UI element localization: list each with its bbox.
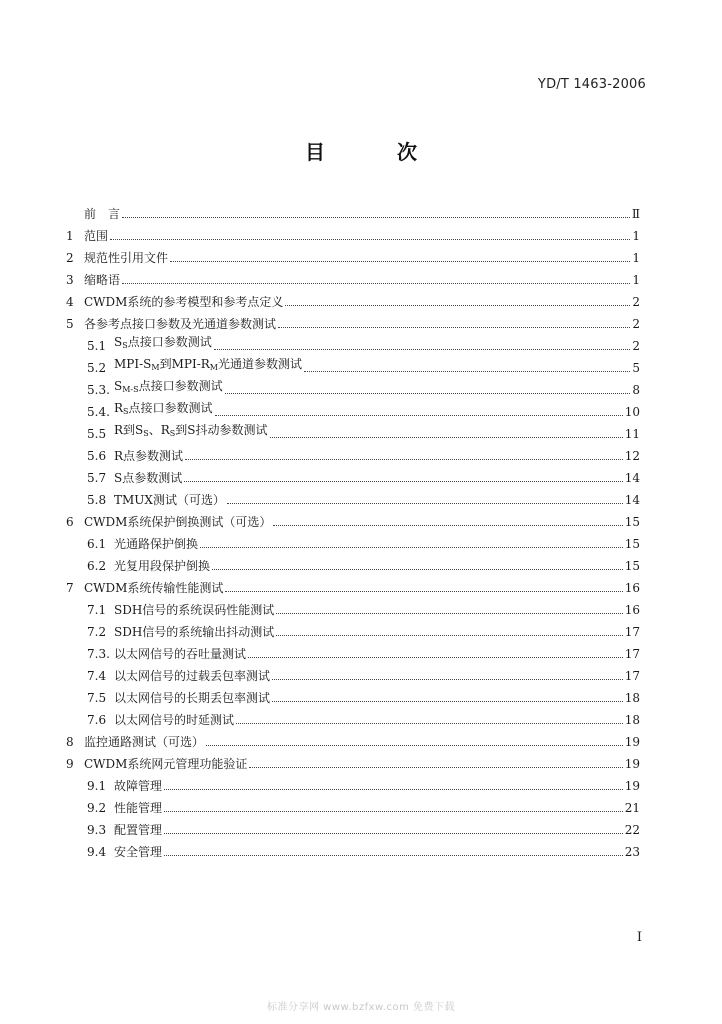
toc-entry-number: 6.2 — [87, 559, 107, 573]
toc-entry[interactable] — [66, 507, 640, 529]
toc-entry-title — [114, 713, 234, 727]
toc-entry-page: 16 — [624, 581, 640, 595]
toc-entry[interactable] — [66, 639, 640, 661]
toc-entry[interactable] — [66, 705, 640, 727]
toc-entry-number: 6.1 — [87, 537, 107, 551]
toc-entry-page: 21 — [624, 801, 640, 815]
toc-entry-number: 9.2 — [87, 801, 107, 815]
toc-entry-page: 14 — [624, 493, 640, 507]
toc-entry-title-text: 规范性引用文件 — [84, 251, 169, 265]
toc-entry-title — [114, 471, 182, 485]
toc-entry-title-text: 以太网信号的吞吐量测试 — [114, 647, 247, 661]
dot-leader — [122, 217, 630, 218]
page-number: I — [636, 930, 642, 945]
toc-entry-title-text: 安全管理 — [114, 845, 163, 859]
dot-leader — [170, 261, 630, 262]
toc-entry[interactable] — [66, 595, 640, 617]
dot-leader — [185, 459, 623, 460]
toc-entry[interactable] — [66, 199, 640, 221]
dot-leader — [249, 767, 622, 768]
table-of-contents — [66, 199, 640, 859]
toc-entry[interactable] — [66, 815, 640, 837]
toc-entry-title — [84, 515, 271, 529]
toc-entry-number: 5.2 — [87, 361, 107, 375]
toc-entry-page: 15 — [624, 515, 640, 529]
toc-entry-title — [114, 647, 246, 661]
toc-entry[interactable] — [66, 353, 640, 375]
toc-entry-page: 1 — [632, 251, 640, 265]
toc-entry-title-text: 范围 — [84, 229, 109, 243]
dot-leader — [215, 415, 623, 416]
dot-leader — [272, 679, 623, 680]
toc-entry-title-text: 点接口参数测试 — [127, 335, 212, 349]
toc-entry-title — [114, 845, 162, 859]
toc-entry-title — [114, 779, 162, 793]
toc-entry-number: 5.4. — [87, 405, 110, 419]
toc-entry-title — [114, 357, 302, 375]
toc-entry-number: 7.2 — [87, 625, 107, 639]
dot-leader — [278, 327, 630, 328]
dot-leader — [225, 393, 631, 394]
toc-entry-title-text: 配置管理 — [114, 823, 163, 837]
toc-entry-title-text: 光复用段保护倒换 — [114, 559, 211, 573]
toc-entry-title-text: 到S抖动参数测试 — [175, 423, 268, 437]
toc-entry-page: 11 — [624, 427, 640, 441]
toc-entry-title — [84, 273, 120, 287]
toc-entry[interactable] — [66, 551, 640, 573]
toc-entry-title — [114, 335, 212, 353]
toc-entry-subscript: M-S — [122, 385, 139, 394]
toc-entry-title-text: S — [114, 379, 123, 393]
toc-entry[interactable] — [66, 793, 640, 815]
toc-entry-number: 3 — [66, 273, 74, 287]
toc-entry-title-text: R — [114, 401, 124, 415]
dot-leader — [184, 481, 622, 482]
dot-leader — [227, 503, 623, 504]
toc-entry-number: 7.5 — [87, 691, 107, 705]
dot-leader — [270, 437, 623, 438]
toc-entry-title-text: 点接口参数测试 — [138, 379, 223, 393]
page-title: 目 次 — [305, 140, 443, 164]
toc-entry-title-text: 点接口参数测试 — [128, 401, 213, 415]
toc-entry-subscript: S — [122, 341, 128, 350]
toc-entry-page: 2 — [632, 295, 640, 309]
toc-entry-number: 9.4 — [87, 845, 107, 859]
toc-entry-title-text: SDH信号的系统误码性能测试 — [114, 603, 275, 617]
toc-entry[interactable] — [66, 309, 640, 331]
toc-entry-title-text: 前 言 — [84, 207, 121, 221]
toc-entry[interactable] — [66, 265, 640, 287]
toc-entry-number: 5 — [66, 317, 74, 331]
toc-entry-page: 17 — [624, 625, 640, 639]
toc-entry-subscript: S — [143, 429, 149, 438]
toc-entry[interactable] — [66, 771, 640, 793]
toc-entry-subscript: M — [209, 363, 218, 372]
toc-entry-page: 23 — [624, 845, 640, 859]
toc-entry-number: 1 — [66, 229, 74, 243]
toc-entry-title-text: 以太网信号的过载丢包率测试 — [114, 669, 271, 683]
toc-entry-page: 16 — [624, 603, 640, 617]
toc-entry-title-text: S点参数测试 — [114, 471, 183, 485]
dot-leader — [110, 239, 630, 240]
dot-leader — [276, 635, 622, 636]
toc-entry-title — [84, 581, 223, 595]
toc-entry-number: 5.5 — [87, 427, 107, 441]
toc-entry[interactable] — [66, 419, 640, 441]
toc-entry[interactable] — [66, 243, 640, 265]
toc-entry-title-text: S — [114, 335, 123, 349]
dot-leader — [206, 745, 623, 746]
toc-entry-title — [84, 207, 120, 221]
toc-entry-number: 4 — [66, 295, 74, 309]
dot-leader — [248, 657, 623, 658]
toc-entry-title-text: 到MPI-R — [159, 357, 210, 371]
toc-entry-title-text: 监控通路测试（可选） — [84, 735, 205, 749]
toc-entry-number: 9 — [66, 757, 74, 771]
dot-leader — [273, 525, 622, 526]
toc-entry-title-text: R点参数测试 — [114, 449, 184, 463]
toc-entry-page: 18 — [624, 691, 640, 705]
dot-leader — [164, 811, 623, 812]
toc-entry-title-text: 性能管理 — [114, 801, 163, 815]
toc-entry-page: 17 — [624, 669, 640, 683]
toc-entry-page: 2 — [632, 339, 640, 353]
dot-leader — [285, 305, 630, 306]
toc-entry-page: 12 — [624, 449, 640, 463]
toc-entry-title — [114, 669, 270, 683]
toc-entry-subscript: S — [169, 429, 176, 438]
toc-entry-title-text: 各参考点接口参数及光通道参数测试 — [84, 317, 277, 331]
toc-entry-page: 19 — [624, 757, 640, 771]
toc-entry-number: 7.6 — [87, 713, 107, 727]
toc-entry-title — [114, 379, 223, 397]
toc-entry-title — [84, 229, 108, 243]
toc-entry[interactable] — [66, 331, 640, 353]
toc-entry-title — [114, 823, 162, 837]
toc-entry-title — [114, 449, 183, 463]
toc-entry-page: 18 — [624, 713, 640, 727]
toc-entry-page: 19 — [624, 779, 640, 793]
toc-entry-title-text: MPI-S — [114, 357, 152, 371]
toc-entry-number: 6 — [66, 515, 74, 529]
toc-entry-title-text: 光通道参数测试 — [218, 357, 303, 371]
dot-leader — [212, 569, 623, 570]
toc-entry[interactable] — [66, 529, 640, 551]
toc-entry-number: 5.6 — [87, 449, 107, 463]
dot-leader — [164, 855, 623, 856]
toc-entry[interactable] — [66, 397, 640, 419]
toc-entry[interactable] — [66, 441, 640, 463]
toc-entry-number: 5.1 — [87, 339, 107, 353]
toc-entry-number: 5.7 — [87, 471, 107, 485]
toc-entry-number: 5.3. — [87, 383, 110, 397]
toc-entry-title-text: 以太网信号的长期丢包率测试 — [114, 691, 271, 705]
toc-entry[interactable] — [66, 573, 640, 595]
toc-entry[interactable] — [66, 221, 640, 243]
dot-leader — [122, 283, 630, 284]
toc-entry-title-text: 以太网信号的时延测试 — [114, 713, 235, 727]
toc-entry-title-text: CWDM系统网元管理功能验证 — [84, 757, 248, 771]
toc-entry-title-text: 故障管理 — [114, 779, 163, 793]
toc-entry-page: 8 — [632, 383, 640, 397]
watermark: 标准分享网 www.bzfxw.com 免费下载 — [267, 1002, 455, 1013]
toc-entry-title — [114, 559, 210, 573]
toc-entry-number: 7.4 — [87, 669, 107, 683]
toc-entry-subscript: M — [151, 363, 160, 372]
toc-entry-number: 8 — [66, 735, 74, 749]
toc-entry-page: 15 — [624, 537, 640, 551]
standard-code: YD/T 1463-2006 — [537, 77, 646, 92]
toc-entry[interactable] — [66, 727, 640, 749]
toc-entry-page: Ⅱ — [631, 207, 640, 221]
toc-entry-title — [114, 401, 213, 419]
toc-entry-title-text: R到S — [114, 423, 144, 437]
toc-entry-subscript: S — [123, 407, 129, 416]
toc-entry-page: 1 — [632, 273, 640, 287]
toc-entry-number: 9.1 — [87, 779, 107, 793]
toc-entry[interactable] — [66, 837, 640, 859]
toc-entry-number: 7 — [66, 581, 74, 595]
dot-leader — [214, 349, 631, 350]
toc-entry-page: 10 — [624, 405, 640, 419]
toc-entry[interactable] — [66, 485, 640, 507]
toc-entry-title — [114, 625, 274, 639]
dot-leader — [164, 833, 623, 834]
toc-entry-number: 9.3 — [87, 823, 107, 837]
dot-leader — [276, 613, 622, 614]
toc-entry[interactable] — [66, 683, 640, 705]
toc-entry[interactable] — [66, 749, 640, 771]
toc-entry-number: 2 — [66, 251, 74, 265]
toc-entry-page: 2 — [632, 317, 640, 331]
toc-entry-title-text: SDH信号的系统输出抖动测试 — [114, 625, 275, 639]
toc-entry-title — [114, 423, 268, 441]
toc-entry-title-text: TMUX测试（可选） — [114, 493, 225, 507]
toc-entry-page: 19 — [624, 735, 640, 749]
toc-entry-number: 7.1 — [87, 603, 107, 617]
dot-leader — [304, 371, 630, 372]
toc-entry-title — [84, 757, 247, 771]
toc-entry-number: 5.8 — [87, 493, 107, 507]
toc-entry-title — [114, 691, 270, 705]
toc-entry-title — [84, 317, 276, 331]
toc-entry-title — [114, 603, 274, 617]
toc-entry[interactable] — [66, 287, 640, 309]
toc-entry[interactable] — [66, 463, 640, 485]
dot-leader — [236, 723, 623, 724]
toc-entry[interactable] — [66, 617, 640, 639]
toc-entry-title — [114, 493, 225, 507]
toc-entry-page: 1 — [632, 229, 640, 243]
dot-leader — [225, 591, 622, 592]
toc-entry-title-text: CWDM系统保护倒换测试（可选） — [84, 515, 272, 529]
toc-entry[interactable] — [66, 375, 640, 397]
toc-entry-page: 22 — [624, 823, 640, 837]
dot-leader — [272, 701, 623, 702]
toc-entry-title — [84, 735, 204, 749]
dot-leader — [164, 789, 623, 790]
toc-entry-page: 15 — [624, 559, 640, 573]
toc-entry-title-text: CWDM系统传输性能测试 — [84, 581, 224, 595]
toc-entry-title — [114, 537, 198, 551]
toc-entry-title-text: 、R — [148, 423, 170, 437]
toc-entry-page: 5 — [632, 361, 640, 375]
toc-entry[interactable] — [66, 661, 640, 683]
toc-entry-title — [84, 295, 283, 309]
toc-entry-number: 7.3. — [87, 647, 110, 661]
toc-entry-title — [114, 801, 162, 815]
toc-entry-page: 14 — [624, 471, 640, 485]
toc-entry-title-text: 光通路保护倒换 — [114, 537, 199, 551]
toc-entry-title-text: 缩略语 — [84, 273, 121, 287]
dot-leader — [200, 547, 623, 548]
toc-entry-title-text: CWDM系统的参考模型和参考点定义 — [84, 295, 284, 309]
toc-entry-title — [84, 251, 168, 265]
toc-entry-page: 17 — [624, 647, 640, 661]
